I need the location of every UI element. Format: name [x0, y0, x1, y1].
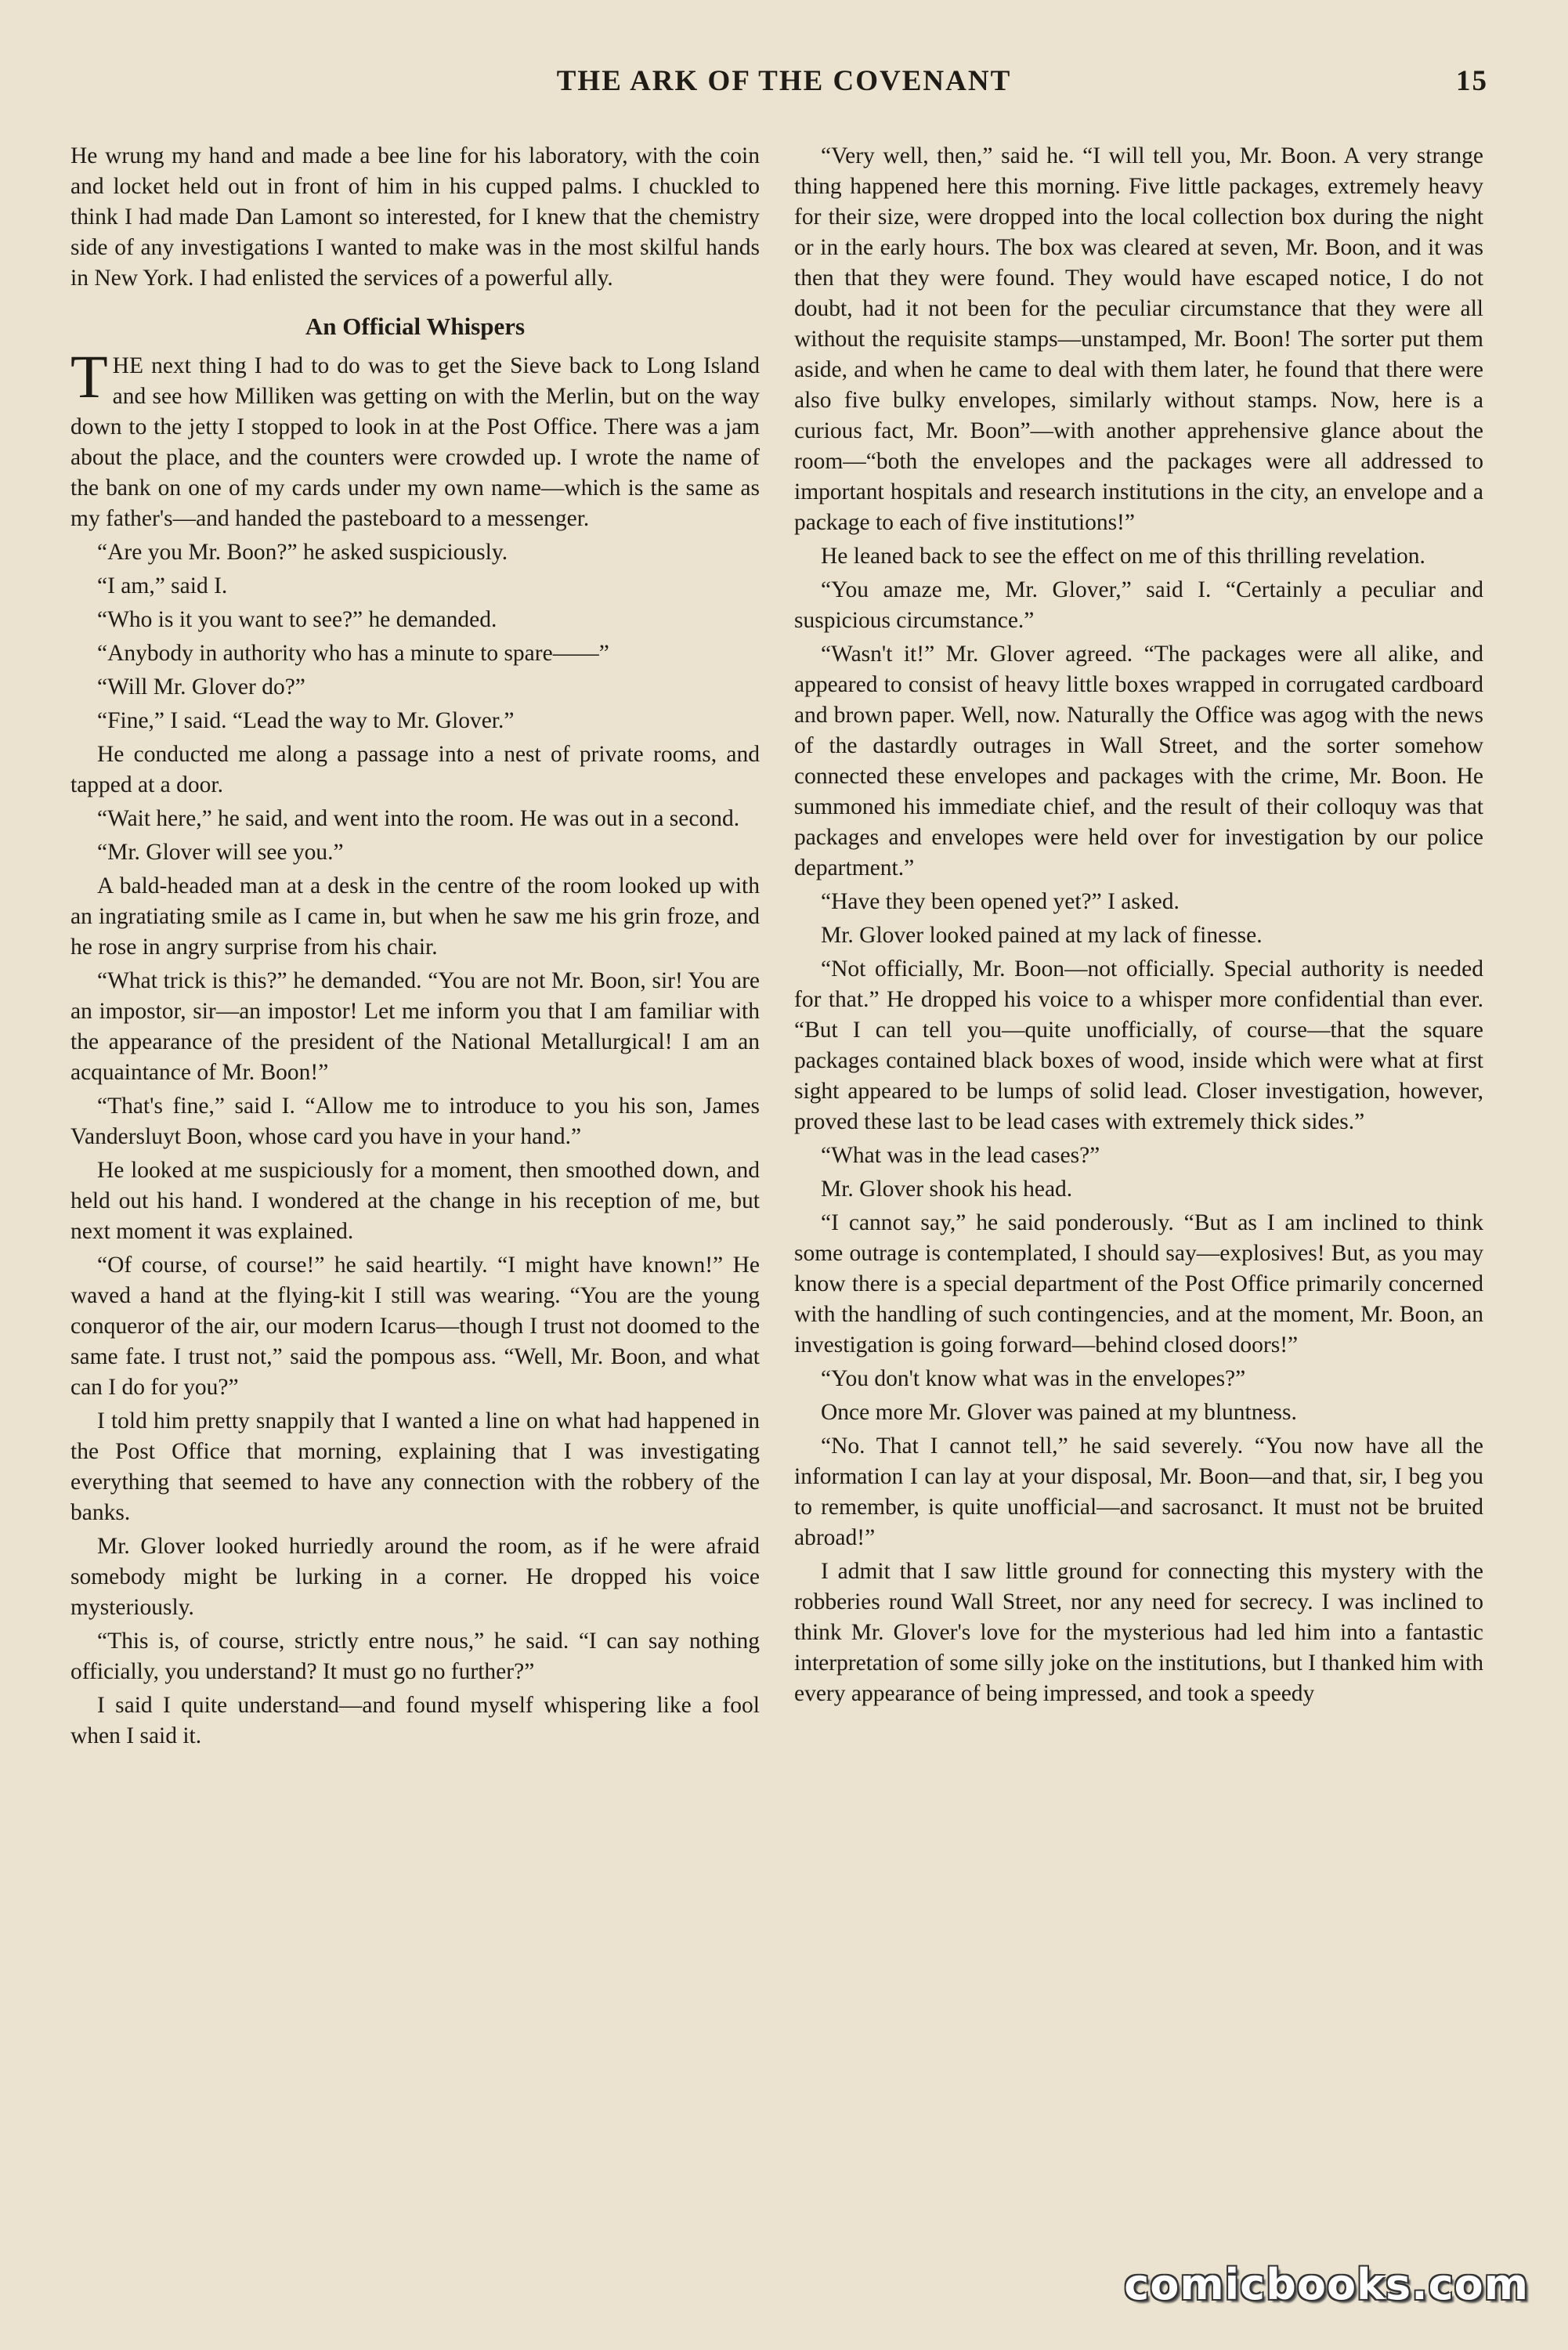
watermark: comicbooks.com	[1124, 2260, 1529, 2309]
paragraph: “Anybody in authority who has a minute to spare——”	[97, 641, 609, 666]
paragraph: I admit that I saw little ground for connecting this mystery with the robberies round Wall Street, nor any need for secrecy. I was inclined to think Mr. Glover's love for the mysterious had led him into a fantastic interpretation of some silly joke on the institutions, but I thanked him with every appearance of being impressed, and took a speedy	[794, 1559, 1483, 1706]
paragraph: “You don't know what was in the envelopes?”	[821, 1366, 1246, 1391]
paragraph: He leaned back to see the effect on me of this thrilling revelation.	[821, 544, 1425, 569]
paragraph: “Wasn't it!” Mr. Glover agreed. “The packages were all alike, and appeared to consist of heavy little boxes wrapped in corrugated cardboard and brown paper. Well, now. Naturally the Office was agog with the news of the dastardly outrages in Wall Street, and the sorter somehow connected these envelopes and packages with the crime, Mr. Boon. He summoned his immediate chief, and the result of their colloquy was that packages and envelopes were held over for investigation by our police department.”	[794, 642, 1483, 880]
section-subheading: An Official Whispers	[305, 313, 526, 340]
paragraph: “This is, of course, strictly entre nous,” he said. “I can say nothing officially, you understand? It must go no further?”	[70, 1629, 760, 1684]
left-column	[70, 141, 760, 1755]
paragraph: “Of course, of course!” he said heartily. “I might have known!” He waved a hand at the flying-kit I still was wearing. “You are the young conqueror of the air, our modern Icarus—though I trust not doomed to the same fate. I trust not,” said the pompous ass. “Well, Mr. Boon, and what can I do for you?”	[70, 1253, 760, 1400]
running-title: THE ARK OF THE COVENANT	[556, 65, 1012, 97]
paragraph: “I cannot say,” he said ponderously. “But as I am inclined to think some outrage is contemplated, I should say—explosives! But, as you may know there is a special department of the Post Office primarily concerned with the handling of such contingencies, and at the moment, Mr. Boon, an investigation is going forward—behind closed doors!”	[794, 1210, 1483, 1358]
paragraph: “I am,” said I.	[97, 573, 228, 598]
paragraph: “Have they been opened yet?” I asked.	[821, 889, 1180, 914]
paragraph: A bald-headed man at a desk in the centre of the room looked up with an ingratiating smile as I came in, but when he saw me his grin froze, and he rose in angry surprise from his chair.	[70, 873, 760, 960]
paragraph: “No. That I cannot tell,” he said severely. “You now have all the information I can lay at your disposal, Mr. Boon—and that, sir, I beg you to remember, is quite unofficial—and sacrosanct. It must not be bruited abroad!”	[794, 1434, 1483, 1550]
paragraph: “What was in the lead cases?”	[821, 1143, 1100, 1168]
paragraph: He conducted me along a passage into a nest of private rooms, and tapped at a door.	[70, 742, 760, 797]
paragraph: “Mr. Glover will see you.”	[97, 840, 344, 865]
paragraph: “Wait here,” he said, and went into the room. He was out in a second.	[97, 806, 740, 831]
paragraph	[70, 342, 760, 534]
paragraph: “Are you Mr. Boon?” he asked suspiciously.	[97, 540, 508, 565]
paragraph: Mr. Glover shook his head.	[821, 1177, 1073, 1202]
paragraph: He looked at me suspiciously for a moment, then smoothed down, and held out his hand. I wondered at the change in his reception of me, but next moment it was explained.	[70, 1158, 760, 1244]
paragraph: Once more Mr. Glover was pained at my bluntness.	[821, 1400, 1297, 1425]
running-header	[70, 64, 1498, 111]
paragraph: “Not officially, Mr. Boon—not officially. Special authority is needed for that.” He dropped his voice to a whisper more confidential than ever. “But I can tell you—quite unofficially, of course—that the square packages contained black boxes of wood, inside which were what at first sight appeared to be lumps of solid lead. Closer investigation, however, proved these last to be lead cases with extremely thick sides.”	[794, 956, 1483, 1134]
paragraph: I said I quite understand—and found myself whispering like a fool when I said it.	[70, 1693, 760, 1748]
paragraph: “Who is it you want to see?” he demanded.	[97, 607, 497, 632]
paragraph: “Will Mr. Glover do?”	[97, 674, 305, 700]
paragraph: “You amaze me, Mr. Glover,” said I. “Certainly a peculiar and suspicious circumstance.”	[794, 577, 1483, 633]
paragraph: I told him pretty snappily that I wanted a line on what had happened in the Post Office that morning, explaining that I was investigating everything that seemed to have any connection with the robbery of the banks.	[70, 1408, 760, 1525]
right-column	[794, 141, 1483, 1712]
paragraph: “What trick is this?” he demanded. “You are not Mr. Boon, sir! You are an impostor, sir—an impostor! Let me inform you that I am familiar with the appearance of the president of the National Metallurgical! I am an acquaintance of Mr. Boon!”	[70, 968, 760, 1085]
paragraph: He wrung my hand and made a bee line for his laboratory, with the coin and locket held out in front of him in his cupped palms. I chuckled to think I had made Dan Lamont so interested, for I knew that the chemistry side of any investigations I wanted to make was in the most skilful hands in New York. I had enlisted the services of a powerful ally.	[70, 143, 760, 291]
paragraph: “That's fine,” said I. “Allow me to introduce to you his son, James Vandersluyt Boon, whose card you have in your hand.”	[70, 1094, 760, 1149]
page-number: 15	[1456, 65, 1488, 97]
paragraph-text: HE next thing I had to do was to get the Sieve back to Long Island and see how Milliken was getting on with the Merlin, but on the way down to the jetty I stopped to look in at the Post Office. There was a jam about the place, and the counters were crowded up. I wrote the name of the bank on one of my cards under my own name—which is the same as my father's—and handed the pasteboard to a messenger.	[70, 353, 760, 531]
paragraph: Mr. Glover looked hurriedly around the room, as if he were afraid somebody might be lurking in a corner. He dropped his voice mysteriously.	[70, 1534, 760, 1620]
paragraph: “Fine,” I said. “Lead the way to Mr. Glover.”	[97, 708, 515, 733]
paragraph: Mr. Glover looked pained at my lack of finesse.	[821, 923, 1263, 948]
drop-cap: T	[70, 342, 108, 410]
paragraph: “Very well, then,” said he. “I will tell you, Mr. Boon. A very strange thing happened here this morning. Five little packages, extremely heavy for their size, were dropped into the local collection box during the night or in the early hours. The box was cleared at seven, Mr. Boon, and it was then that they were found. They would have escaped notice, I do not doubt, had it not been for the peculiar circumstance that they were all without the requisite stamps—unstamped, Mr. Boon! The sorter put them aside, and when he came to deal with them later, he found that there were also five bulky envelopes, similarly without stamps. Now, here is a curious fact, Mr. Boon”—with another apprehensive glance about the room—“both the envelopes and the packages were all addressed to important hospitals and research institutions in the city, an envelope and a package to each of five institutions!”	[794, 143, 1483, 535]
